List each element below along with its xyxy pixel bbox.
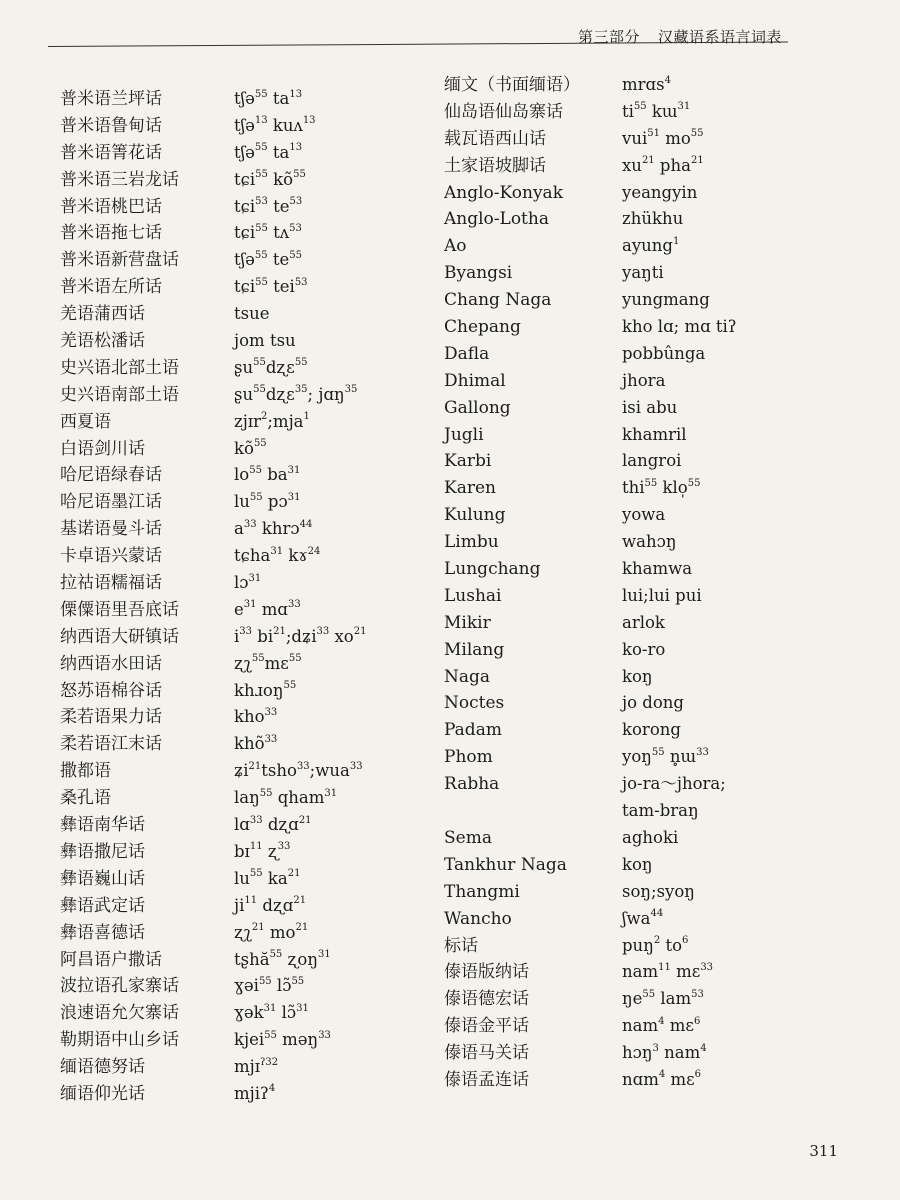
word-form: wahɔŋ [622,532,677,552]
language-name: 普米语箐花话 [60,142,162,163]
language-name: 阿昌语户撒话 [60,949,162,970]
language-name: 羌语松潘话 [60,331,145,352]
language-name: 史兴语南部土语 [60,384,179,405]
word-form: ʃwa$^{44}$ [622,908,664,928]
language-name [444,798,580,825]
word-form: tʃə$^{55}$ $ta^{13}$ [234,142,303,162]
word-form: bɪ$^{11}$ ʐ$^{33}$ [234,841,291,861]
word-form: kho$^{33}$ [234,706,278,727]
language-name: 仙岛语仙岛寨话 [444,101,563,122]
word-form: khamril [622,424,687,444]
language-name: Dafla [444,343,490,364]
word-form: mrɑs$^4$ [622,74,671,94]
language-name: 普米语鲁甸话 [60,115,162,136]
word-form: arlok [622,612,665,632]
language-name: Anglo-Konyak [444,182,563,203]
word-form: tʃə$^{13}$ kuʌ$^{13}$ [234,115,316,135]
word-form: zjɪr$^2$;mja$^1$ [234,411,310,431]
word-form: $ti^{55}$ kɯ$^{31}$ [622,101,691,121]
word-form: jo dong [622,693,684,713]
language-name: 勒期语中山乡话 [60,1030,179,1051]
word-form: thi$^{55}$ klo̩$^{55}$ [622,477,701,498]
language-name: 彝语撒尼话 [60,841,145,862]
word-form: khɹoŋ$^{55}$ [234,680,297,700]
word-form: $kõ^{55}$ [234,438,267,458]
language-name: Padam [444,720,502,741]
word-form: langroi [622,451,682,471]
language-name: 哈尼语墨江话 [60,492,162,513]
word-form: yeangyin [622,182,698,202]
header-title: 汉藏语系语言词表 [657,28,782,46]
word-form: yungmang [622,290,710,310]
word-form: $xu^{21}$ pha$^{21}$ [622,155,704,175]
language-name: 羌语蒲西话 [60,304,145,325]
language-name: 缅语仰光话 [60,1083,145,1104]
language-name: 彝语南华话 [60,815,145,836]
word-form: tʂhă$^{55}$ ʐoŋ$^{31}$ [234,949,331,969]
language-name: 普米语三岩龙话 [60,169,179,190]
language-name: 纳西语水田话 [60,653,162,674]
word-form: yoŋ$^{55}$ n̥ɯ$^{33}$ [622,746,709,767]
word-form: puŋ$^2$ $to^6$ [622,935,689,955]
language-name: 纳西语大研镇话 [60,626,179,647]
page-number: 311 [809,1142,838,1160]
language-name: 撒都语 [60,761,111,782]
word-form: khõ$^{33}$ [234,733,278,754]
language-name: Wancho [444,908,512,929]
language-name: 哈尼语绿春话 [60,465,162,486]
language-name: Jugli [444,424,484,445]
language-name: 白语剑川话 [60,438,145,459]
word-form: $lu^{55}$ pɔ$^{31}$ [234,491,301,512]
language-name: 史兴语北部土语 [60,357,179,378]
word-form: pobbûnga [622,343,706,363]
word-form: yaŋti [622,263,664,283]
language-name: 傣语孟连话 [444,1069,529,1090]
word-form: ʐʅ$^{21}$ $mo^{21}$ [234,922,309,942]
left-form-column [234,86,366,1108]
word-form: tʃə$^{55}$ $ta^{13}$ [234,88,303,108]
language-name: Phom [444,747,493,768]
language-name: 拉祜语糯福话 [60,573,162,594]
word-form: ʐʅ$^{55}$mɛ$^{55}$ [234,653,302,673]
language-name: 普米语桃巴话 [60,196,162,217]
word-form: koŋ [622,854,653,874]
language-name: 基诺语曼斗话 [60,519,162,540]
language-name: 卡卓语兴蒙话 [60,546,162,567]
language-name: 彝语喜德话 [60,922,145,943]
language-name: 缅语德努话 [60,1057,145,1078]
word-form: $i^{33}$ $bi^{21};dʑi^{33}$ $xo^{21}$ [234,626,367,646]
word-form: $lu^{55}$ $ka^{21}$ [234,868,301,888]
language-name: 西夏语 [60,411,111,432]
word-form: tɕi$^{55}$ $kõ^{55}$ [234,169,306,189]
language-name: Chepang [444,317,521,338]
word-form: nɑm$^4$ mɛ$^6$ [622,1069,702,1089]
word-form: yowa [622,505,666,525]
language-name: 彝语武定话 [60,895,145,916]
language-name: 傣语德宏话 [444,989,529,1010]
word-form: laŋ$^{55}$ qham$^{31}$ [234,787,338,808]
word-form: lɔ$^{31}$ [234,572,262,593]
language-name: 傣语金平话 [444,1016,529,1037]
word-form: jhora [622,370,666,390]
word-form: $lo^{55}$ $ba^{31}$ [234,464,301,485]
language-name: Naga [444,666,491,687]
language-name: Mikir [444,612,491,633]
word-form: koŋ [622,666,653,686]
word-form: tam-braŋ [622,801,699,821]
word-form: zhükhu [622,209,684,229]
language-name: Rabha [444,774,500,795]
word-form: ʂu$^{55}$dʐɛ$^{55}$ [234,357,308,377]
word-form: aghoki [622,827,679,847]
word-form: jo-ra～jhora; [622,774,726,794]
language-name: 普米语新营盘话 [60,250,179,271]
language-name: 普米语兰坪话 [60,89,162,109]
word-form: ʂu$^{55}$dʐɛ$^{35}$; jɑŋ$^{35}$ [234,384,358,404]
language-name: Noctes [444,693,505,714]
word-form: soŋ;syoŋ [622,881,695,901]
language-name: 波拉语孔家寨话 [60,976,179,997]
language-name: Ao [444,236,467,257]
word-form: ɣək$^{31}$ lɔ̃$^{31}$ [234,1002,309,1023]
word-form: tɕi$^{55}$ tʌ$^{53}$ [234,222,302,243]
word-form: tɕi$^{55}$ tei$^{53}$ [234,276,308,297]
word-form: nam$^{11}$ mɛ$^{33}$ [622,961,714,982]
word-form: korong [622,720,681,740]
language-name: Lungchang [444,559,541,580]
language-name: Kulung [444,505,506,526]
language-name: 土家语坡脚话 [444,155,546,176]
language-name: Anglo-Lotha [444,209,549,230]
word-form: jom tsu [234,331,296,351]
word-form: $ji^{11}$ dʐɑ$^{21}$ [234,895,307,915]
word-form: ʑi$^{21}$tsho$^{33}$;wua$^{33}$ [234,760,363,781]
language-name: Sema [444,827,492,848]
language-name: Gallong [444,397,511,418]
language-name: Byangsi [444,263,513,284]
language-name: 柔若语江末话 [60,734,162,755]
word-form: ko-ro [622,639,666,659]
word-form: lɑ$^{33}$ dʐɑ$^{21}$ [234,814,312,835]
language-name: 标话 [444,935,478,956]
language-name: 怒苏语棉谷话 [60,680,162,701]
language-name: 傣语马关话 [444,1043,529,1064]
word-form: lui;lui pui [622,585,702,605]
language-name: 普米语左所话 [60,277,162,298]
language-name: Lushai [444,585,502,606]
right-language-column [444,72,580,1094]
word-form: khamwa [622,559,693,579]
word-form: mjɪ$^{ʔ32}$ [234,1056,279,1077]
word-form: hɔŋ$^3$ nam$^4$ [622,1042,707,1063]
language-name: 桑孔语 [60,788,111,809]
word-form: ɣəi$^{55}$ lɔ̃$^{55}$ [234,975,305,996]
language-name: Chang Naga [444,290,552,311]
word-form: isi abu [622,397,678,417]
word-form: ayung$^1$ [622,235,680,256]
word-form: $ŋe^{55}$ lam$^{53}$ [622,988,704,1009]
language-name: 傣语版纳话 [444,962,529,983]
left-language-column [60,86,179,1108]
right-form-column [622,72,737,1094]
language-name: Limbu [444,532,499,553]
word-form: $a^{33}$ khrɔ$^{44}$ [234,518,313,539]
language-name: Thangmi [444,881,520,902]
word-form: kjei$^{55}$ məŋ$^{33}$ [234,1029,331,1050]
language-name: Milang [444,639,505,660]
word-form: kho lɑ; mɑ tiʔ [622,317,737,337]
word-form: tɕha$^{31}$ kɤ$^{24}$ [234,545,321,566]
language-name: 缅文（书面缅语） [444,75,580,95]
language-name: 载瓦语西山话 [444,128,546,149]
language-name: Tankhur Naga [444,854,567,875]
language-name: Dhimal [444,370,506,391]
language-name: Karbi [444,451,492,472]
word-form: tʃə$^{55}$ $te^{55}$ [234,249,302,270]
word-form: tsue [234,304,270,324]
word-form: nam$^4$ mɛ$^6$ [622,1015,701,1036]
language-name: 柔若语果力话 [60,707,162,728]
word-form: mjiʔ$^4$ [234,1083,276,1103]
word-form: vui$^{51}$ $mo^{55}$ [622,128,704,148]
language-name: 傈僳语里吾底话 [60,599,179,620]
language-name: Karen [444,478,496,499]
header-part: 第三部分 [577,28,640,46]
language-name: 彝语巍山话 [60,868,145,889]
language-name: 普米语拖七话 [60,223,162,244]
running-header [578,26,782,47]
word-form: $e^{31}$ mɑ$^{33}$ [234,599,301,619]
word-form: tɕi$^{53}$ $te^{53}$ [234,196,303,216]
language-name: 浪速语允欠寨话 [60,1003,179,1024]
